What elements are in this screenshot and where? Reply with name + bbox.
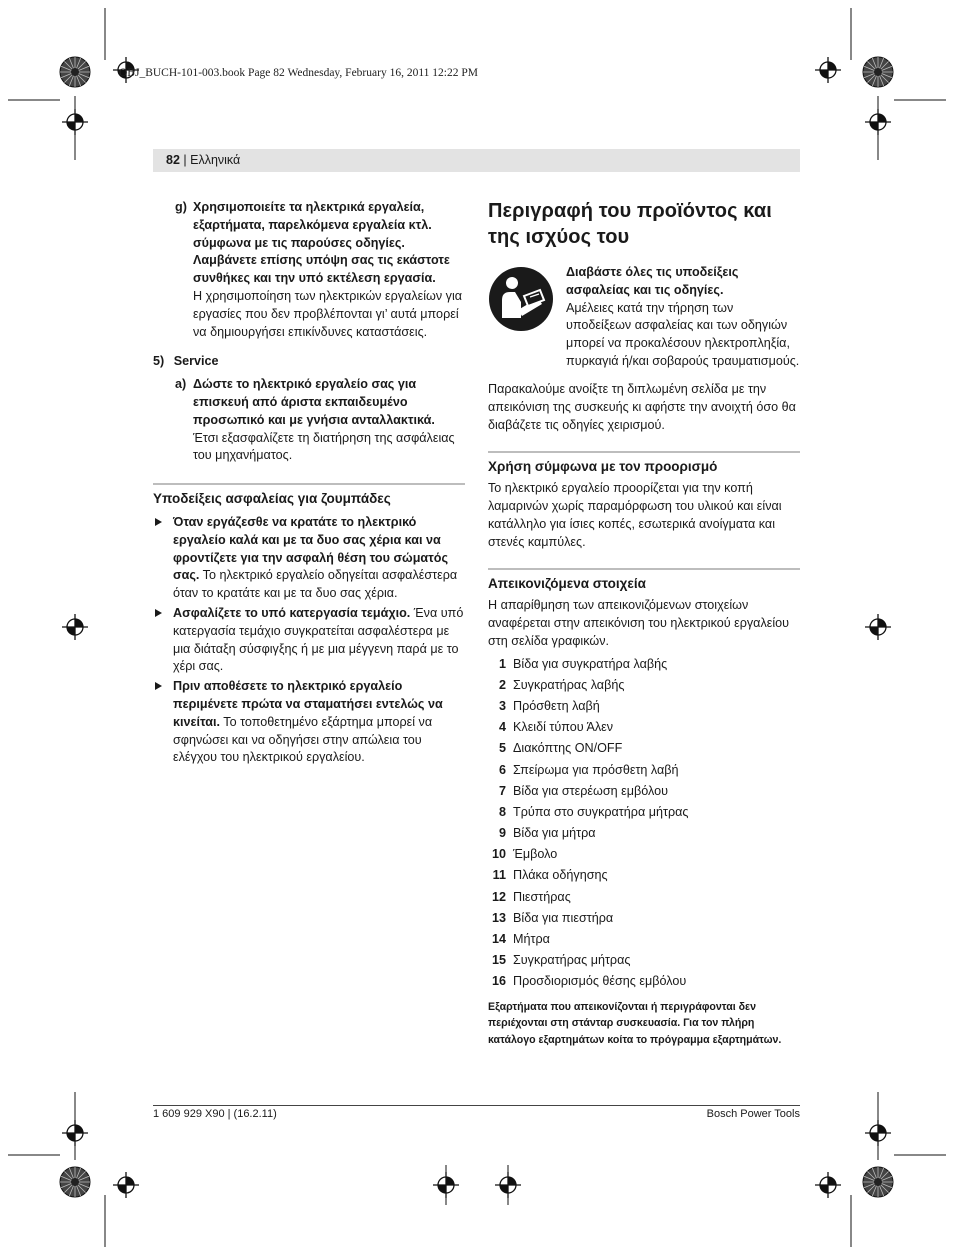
triangle-bullet-icon [155, 518, 162, 526]
bullet-item [153, 605, 465, 676]
list-item: 13 Βίδα για πιεστήρα [491, 910, 614, 925]
service-heading [153, 353, 465, 371]
item-a-bold: Δώστε το ηλεκτρικό εργαλείο σας για επισκευή από άριστα εκπαιδευμένο προσωπικό και με γνήσια ανταλλακτικά. [193, 377, 435, 427]
list-item: 15 Συγκρατήρας μήτρας [491, 953, 631, 968]
item-g [153, 199, 465, 341]
right-column [488, 198, 800, 1048]
list-item: 8 Τρύπα στο συγκρατήρα μήτρας [498, 804, 689, 819]
bullet-item [153, 514, 465, 603]
read-instructions-block [488, 264, 800, 374]
bullet-bold: Όταν εργάζεσθε να κρατάτε το ηλεκτρικό εργαλείο καλά και με τα δυο σας χέρια και να φροντίζετε για την ασφαλή θέση του σώματός σας. [173, 514, 449, 583]
bullet-text: Το ηλεκτρικό εργαλείο οδηγείται ασφαλέστερα όταν το κρατάτε και με τα δυο σας χέρια. [173, 568, 458, 601]
list-item: 14 Μήτρα [491, 932, 550, 946]
item-a [153, 376, 465, 465]
bullet-bold: Πριν αποθέσετε το ηλεκτρικό εργαλείο περιμένετε πρώτα να σταματήσει εντελώς να κινείται. [173, 679, 443, 729]
intended-use-title: Χρήση σύμφωνα με τον προορισμό [488, 451, 800, 476]
page-header [166, 153, 240, 167]
service-title: Service [173, 354, 219, 369]
item-g-label: g) [175, 200, 187, 214]
components-title: Απεικονιζόμενα στοιχεία [488, 568, 800, 593]
triangle-bullet-icon [155, 609, 162, 617]
read-bold: Διαβάστε όλες τις υποδείξεις ασφαλείας και τις οδηγίες. [566, 265, 739, 297]
item-a-label: a) [175, 377, 187, 392]
left-column [153, 199, 465, 767]
list-item: 6 Σπείρωμα για πρόσθετη λαβή [498, 762, 679, 777]
list-item: 2 Συγκρατήρας λαβής [498, 677, 625, 692]
page-header-bar [153, 149, 800, 172]
bullet-bold: Ασφαλίζετε το υπό κατεργασία τεμάχιο. [173, 605, 411, 620]
list-item: 16 Προσδιορισμός θέσης εμβόλου [491, 974, 687, 989]
header-separator: | [179, 153, 191, 167]
list-item: 7 Βίδα για στερέωση εμβόλου [498, 783, 668, 798]
page-number: 82 [166, 153, 180, 167]
book-info-line: OBJ_BUCH-101-003.book Page 82 Wednesday, February 16, 2011 12:22 PM [119, 67, 478, 79]
list-item: 12 Πιεστήρας [491, 889, 571, 904]
accessories-note: Εξαρτήματα που απεικονίζονται ή περιγράφονται δεν περιέχονται στη στάνταρ συσκευασία. Για τον πλήρη κατάλογο εξαρτημάτων κοίτα το πρόγραμμα εξαρτημάτων. [488, 1000, 782, 1046]
read-instructions-text [566, 264, 800, 371]
components-intro: Η απαρίθμηση των απεικονιζόμενων στοιχείων αναφέρεται στην απεικόνιση του ηλεκτρικού εργαλείου στη σελίδα γραφικών. [488, 598, 790, 648]
components-list [488, 654, 800, 993]
product-description-title: Περιγραφή του προϊόντος και της ισχύος του [488, 200, 772, 248]
bullet-text: Το τοποθετημένο εξάρτημα μπορεί να σφηνώσει και να οδηγήσει στην απώλεια του ελέγχου του ηλεκτρικού εργαλείου. [173, 714, 433, 765]
list-item: 1 Βίδα για συγκρατήρα λαβής [498, 656, 668, 671]
safety-bullets [153, 514, 465, 767]
footer-doc-number: 1 609 929 X90 | (16.2.11) [153, 1108, 277, 1120]
list-item: 3 Πρόσθετη λαβή [498, 698, 600, 713]
item-g-bold: Χρησιμοποιείτε τα ηλεκτρικά εργαλεία, εξαρτήματα, παρελκόμενα εργαλεία κτλ. σύμφωνα με τις παρούσες οδηγίες. Λαμβάνετε επίσης υπόψη σας τις εκάστοτε συνθήκες και την υπό εκτέλεση εργασία. [193, 200, 450, 286]
list-item: 11 Πλάκα οδήγησης [492, 868, 608, 883]
bullet-text: Ένα υπό κατεργασία τεμάχιο συγκρατείται ασφαλέστερα με μια διάταξη σύσφιγξης ή με μια μέγγενη παρά με το χέρι σας. [173, 605, 464, 674]
item-g-text: Η χρησιμοποίηση των ηλεκτρικών εργαλείων για εργασίες που δεν προβλέπονται γι’ αυτά μπορεί να δημιουργήσει επικίνδυνες καταστάσεις. [193, 288, 463, 339]
list-item: 10 Έμβολο [491, 847, 558, 862]
item-a-text: Έτσι εξασφαλίζετε τη διατήρηση της ασφάλειας του μηχανήματος. [193, 430, 455, 463]
list-item: 4 Κλειδί τύπου Άλεν [498, 720, 614, 735]
header-language: Ελληνικά [190, 153, 241, 167]
footer-brand: Bosch Power Tools [706, 1108, 800, 1120]
read-text: Αμέλειες κατά την τήρηση των υποδείξεων ασφαλείας και των οδηγιών μπορεί να προκαλέσουν ηλεκτροπληξία, πυρκαγιά ή/και σοβαρούς τραυματισμούς. [566, 300, 800, 368]
read-manual-icon [488, 266, 554, 332]
fold-out-text: Παρακαλούμε ανοίξτε τη διπλωμένη σελίδα με την απεικόνιση της συσκευής κι αφήστε την ανοιχτή όσο θα διαβάζετε τις οδηγίες χειρισμού. [488, 382, 796, 432]
service-label: 5) [153, 354, 165, 369]
footer-divider [153, 1105, 800, 1106]
list-item: 9 Βίδα για μήτρα [498, 826, 596, 841]
section-title-punch-safety: Υποδείξεις ασφαλείας για ζουμπάδες [153, 483, 465, 508]
intended-use-text: Το ηλεκτρικό εργαλείο προορίζεται για την κοπή λαμαρινών χωρίς παραμόρφωση του υλικού και είναι κατάλληλο για ίσιες κοπές, εσωτερικά ανοίγματα και στενές καμπύλες. [488, 481, 782, 549]
list-item: 5 Διακόπτης ON/OFF [498, 741, 623, 756]
triangle-bullet-icon [155, 682, 162, 690]
bullet-item [153, 678, 465, 767]
